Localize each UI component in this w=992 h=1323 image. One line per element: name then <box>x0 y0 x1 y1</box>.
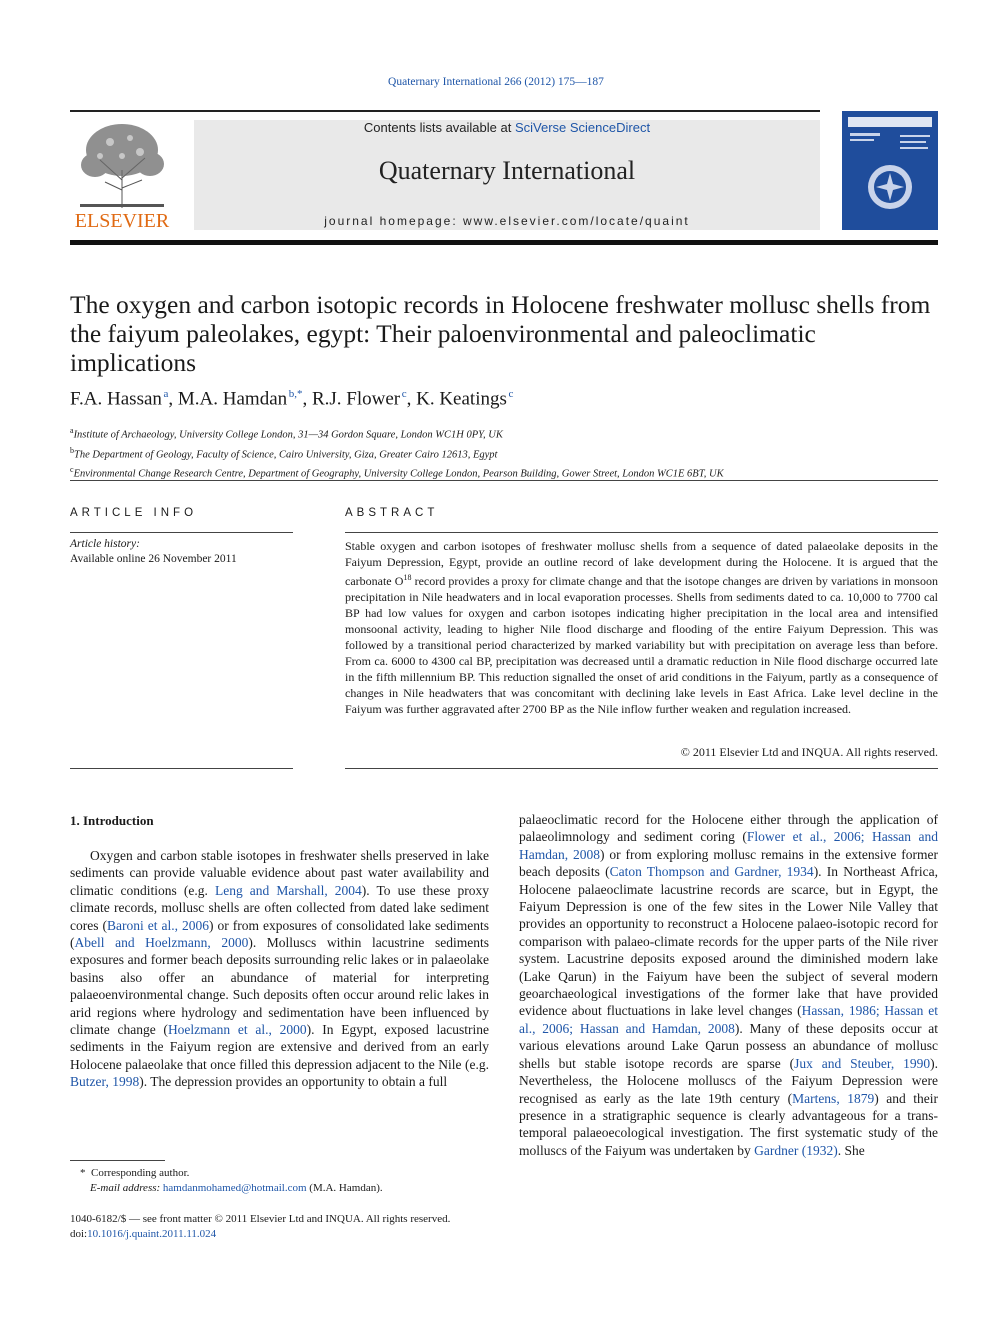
article-info-heading: ARTICLE INFO <box>70 507 198 519</box>
journal-cover-icon <box>842 111 938 230</box>
email-owner: (M.A. Hamdan). <box>306 1182 383 1194</box>
article-info-bottom-rule <box>70 768 293 769</box>
section-rule <box>70 480 938 481</box>
introduction-heading: 1. Introduction <box>70 813 154 828</box>
citation-link[interactable]: Flower et al., 2006; Hassan and Hamdan, 2008 <box>519 829 938 862</box>
article-history <box>70 537 293 567</box>
abstract-copyright: © 2011 Elsevier Ltd and INQUA. All rights reserved. <box>680 745 938 759</box>
citation-link[interactable]: Baroni et al., 2006 <box>107 917 210 933</box>
author-sup[interactable]: b,* <box>288 388 303 400</box>
body-text: ) or from exploring mollusc remains in the extensive former beach deposits ( <box>519 846 938 880</box>
citation-link[interactable]: Butzer, 1998 <box>70 1074 140 1090</box>
citation-link[interactable]: Jux and Steuber, 1990 <box>794 1055 931 1071</box>
header-rule <box>70 110 820 112</box>
body-text: ). The depression provides an opportunity to obtain a full <box>139 1074 448 1090</box>
author-name[interactable]: M.A. Hamdan <box>177 388 288 410</box>
body-paragraph <box>519 811 938 1159</box>
affiliations <box>70 423 940 482</box>
article-info-rule <box>70 532 293 533</box>
citation-link[interactable]: Martens, 1879 <box>792 1090 875 1106</box>
journal-citation[interactable]: Quaternary International 266 (2012) 175—187 <box>388 76 604 88</box>
citation-link[interactable]: Abell and Hoelzmann, 2000 <box>74 935 249 951</box>
body-text: ). Molluscs within lacustrine sediments exposures and former beach deposits surrounding relic lakes or in palaeolake basins also offer an abundance of material for interpreting palaeoenvironmental change. Such deposits often occur around relic lakes in arid regions where hydrology and sedimentation have been influenced by climate change ( <box>70 935 489 1038</box>
header-thick-rule <box>70 240 938 245</box>
author-sup[interactable]: c <box>401 388 407 400</box>
affiliation-sup: b <box>70 445 74 455</box>
journal-homepage <box>194 214 820 228</box>
contents-line <box>194 120 820 135</box>
citation-link[interactable]: Leng and Marshall, 2004 <box>214 882 362 898</box>
history-value: Available online 26 November 2011 <box>70 553 237 565</box>
affiliation-sup: a <box>70 426 74 435</box>
footnote-marker: * <box>80 1167 86 1179</box>
doi-label: doi: <box>70 1228 88 1240</box>
author-list: F.A. Hassan $^a$, M.A. Hamdan $^{b,*}$, R.J. Flower $^c$, K. Keatings $^c$ <box>70 388 514 410</box>
author-sup[interactable]: c <box>508 388 514 400</box>
affiliation-sup: c <box>70 465 74 474</box>
footnote-rule <box>70 1160 165 1161</box>
journal-banner <box>194 120 820 230</box>
history-label: Article history: <box>70 538 140 550</box>
doi-link[interactable]: 10.1016/j.quaint.2011.11.024 <box>87 1228 217 1240</box>
citation-link[interactable]: Caton Thompson and Gardner, 1934 <box>609 864 814 880</box>
elsevier-wordmark: ELSEVIER <box>74 210 170 232</box>
homepage-prefix: journal homepage: <box>324 214 463 228</box>
issn-line: 1040-6182/$ — see front matter © 2011 Elsevier Ltd and INQUA. All rights reserved. <box>70 1213 451 1225</box>
front-matter <box>70 1212 570 1242</box>
email-link[interactable]: hamdanmohamed@hotmail.com <box>162 1182 307 1194</box>
abstract-text <box>345 538 938 717</box>
journal-title: Quaternary International <box>378 156 636 185</box>
citation-link[interactable]: Hoelzmann et al., 2000 <box>167 1022 307 1038</box>
body-text: ). In Egypt, exposed lacustrine sediments in the Faiyum region are extensive and derived from an early Holocene palaeolake that once filled this depression adjacent to the Nile (e.g. <box>70 1022 490 1072</box>
author-name[interactable]: R.J. Flower <box>311 388 401 410</box>
body-text: ). To use these proxy climate records, mollusc shells are often collected from dated lake sediment cores ( <box>70 882 489 933</box>
abstract-bottom-rule <box>345 768 938 769</box>
body-paragraph <box>70 847 489 1091</box>
email-label: E-mail address: <box>90 1182 163 1194</box>
affiliation-text: Institute of Archaeology, University College London, 31—34 Gordon Square, London WC1H 0PY, UK <box>73 429 503 441</box>
body-text: Oxygen and carbon stable isotopes in freshwater shells preserved in lake sediments can provide valuable evidence about past water availability and climatic conditions (e.g. <box>70 848 489 898</box>
citation-link[interactable]: Gardner (1932) <box>754 1142 838 1158</box>
sciencedirect-link[interactable]: SciVerse ScienceDirect <box>514 120 651 135</box>
affiliation-item <box>70 462 940 482</box>
body-column-left <box>70 847 489 1091</box>
author-name[interactable]: K. Keatings <box>416 388 507 410</box>
affiliation-text: Environmental Change Research Centre, Department of Geography, University College London, Pearson Building, Gower Street, London WC1E 6BT, UK <box>73 468 724 480</box>
citation-link[interactable]: Hassan, 1986; Hassan et al., 2006; Hassan and Hamdan, 2008 <box>519 1003 938 1036</box>
body-text: ). In Northeast Africa, Holocene palaeoclimate lacustrine records are scarce, but in Egypt, the Faiyum Depression is one of the few sites in the Lower Nile Valley that provides an opportunity to reconstruct a Holocene palaeo-isotopic record for comparison with palaeo-climate records for the upper parts of the Nile river system. Lacustrine deposits exposed around the diminished modern lake (Lake Qarun) in the Faiyum have been the subject of several modern geoarchaeological investigations of the former lake that have provided evidence about fluctuations in lake level changes ( <box>519 864 938 1019</box>
author-name[interactable]: F.A. Hassan <box>70 388 162 410</box>
body-text: ). Many of these deposits occur at various elevations around Lake Qarun possess an abundance of mollusc shells but stable isotope records are sparse ( <box>519 1020 938 1071</box>
article-title: The oxygen and carbon isotopic records in Holocene freshwater mollusc shells from the faiyum paleolakes, egypt: Their paloenvironmental and paleoclimatic implications <box>70 290 931 377</box>
affiliation-item <box>70 443 940 463</box>
body-text: ) and their presence in a stratigraphic sequence is clearly advantageous for a trans-temporal palaeoecological investigation. The first systematic study of the molluscs of the Faiyum was undertaken by <box>519 1090 938 1158</box>
corresponding-footnote <box>70 1166 510 1196</box>
body-text: . She <box>837 1142 865 1158</box>
body-text: palaeoclimatic record for the Holocene either through the application of palaeolimnology and sediment coring ( <box>519 812 938 845</box>
homepage-link[interactable]: www.elsevier.com/locate/quaint <box>463 214 690 228</box>
body-column-right <box>519 811 938 1159</box>
abstract-text-part: Stable oxygen and carbon isotopes of freshwater mollusc shells from a sequence of dated palaeolake deposits in the Faiyum Depression, Egypt, provide an outline record of lake development during the Holocene. It is argued that the carbonate O <box>345 539 938 588</box>
footnote-corresponding: Corresponding author. <box>91 1167 190 1179</box>
abstract-sup: 18 <box>403 573 412 582</box>
body-text: ). Nevertheless, the Holocene molluscs of the Faiyum Depression were recognised as early as the late 19th century ( <box>519 1055 938 1106</box>
abstract-rule <box>345 532 938 533</box>
author-sup[interactable]: a <box>163 388 169 400</box>
abstract-text-part: record provides a proxy for climate change and that the isotope changes are driven by variations in monsoon precipitation in Nile headwaters and in local evaporation processes. Shells from sediments dated to ca. 10,000 to 7700 cal BP had low values for oxygen and carbon isotopes indicating higher precipitation in the local area and intensified monsoonal activity, leading to higher Nile flood discharge and flooding of the entire Faiyum Depression. This was followed by a transitional period characterized by marked variability but with precipitation on average less than before. From ca. 6000 to 4300 cal BP, precipitation was decreased until a dramatic reduction in Nile flood discharge occurred late in the fifth millennium BP. This reduction signalled the onset of arid conditions in the Faiyum, partly as a consequence of changes in Nile headwaters that was concomitant with declining lake levels in East Africa. Lake level decline in the Faiyum was further aggravated after 2700 BP as the Nile inflow further weaken and regulation increased. <box>345 574 938 716</box>
contents-prefix: Contents lists available at <box>363 120 515 135</box>
body-text: ) or from exposures of consolidated lake sediments ( <box>70 917 490 951</box>
abstract-heading: ABSTRACT <box>345 507 439 519</box>
affiliation-item <box>70 423 940 443</box>
affiliation-text: The Department of Geology, Faculty of Science, Cairo University, Giza, Greater Cairo 12613, Egypt <box>74 449 498 460</box>
